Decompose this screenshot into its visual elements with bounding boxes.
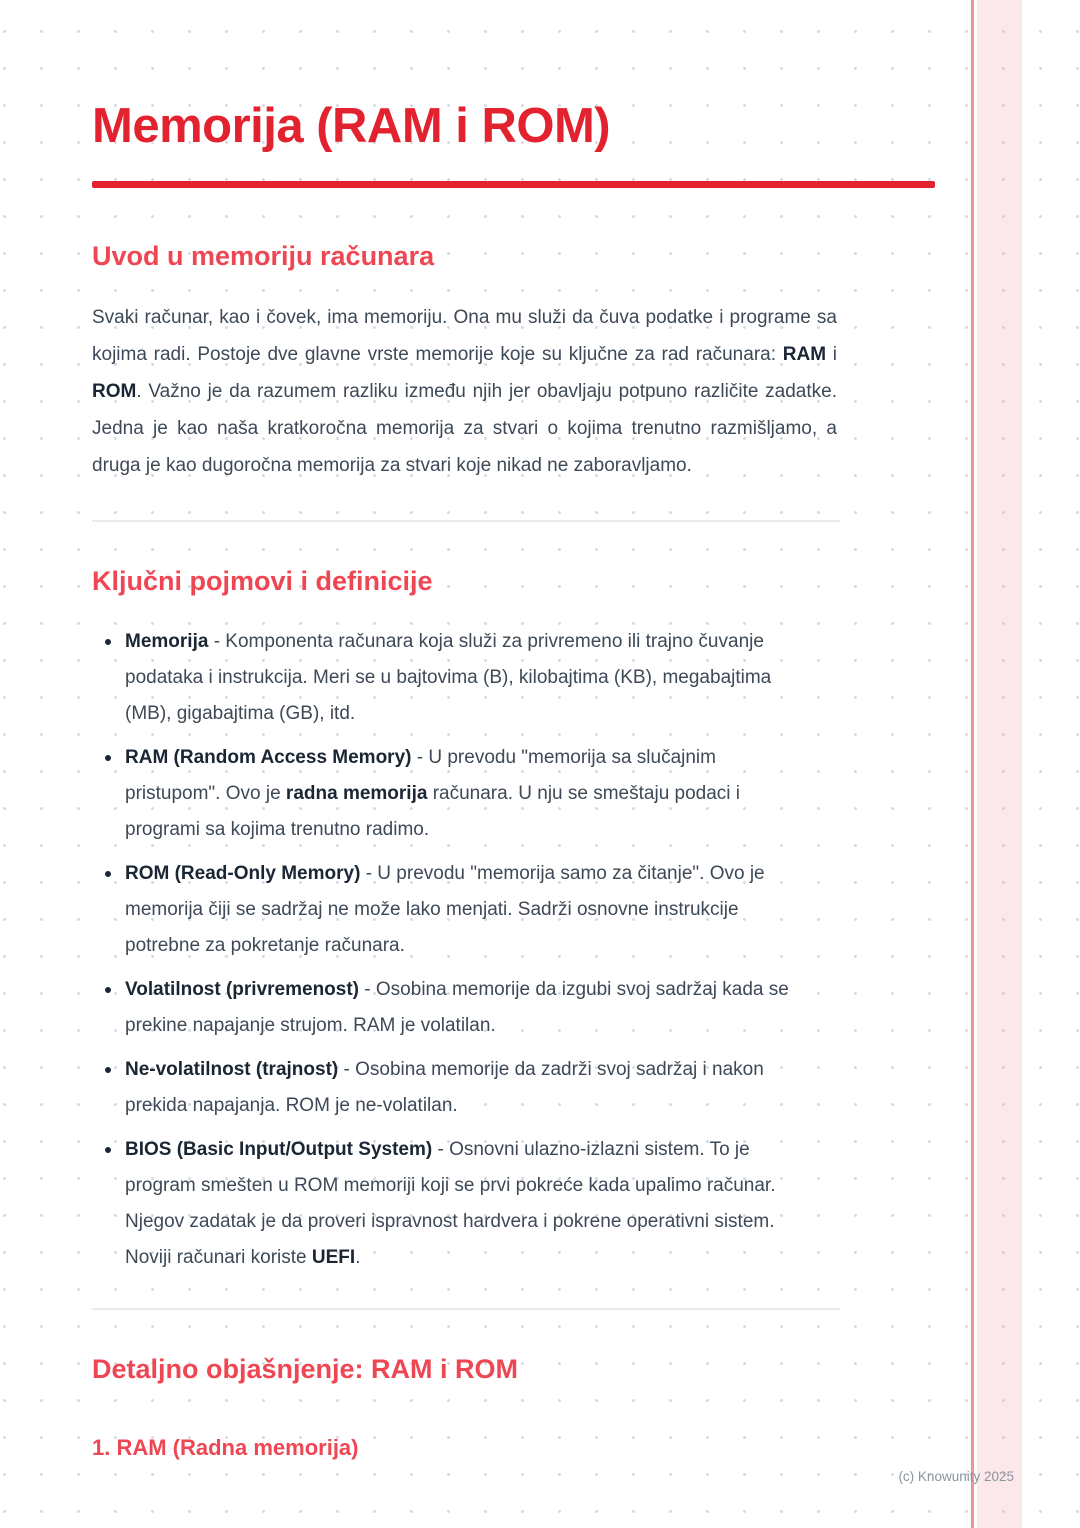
section-details bbox=[92, 1354, 837, 1461]
term-inline-bold: radna memorija bbox=[285, 782, 428, 804]
term-label: RAM (Random Access Memory) bbox=[125, 746, 412, 768]
key-terms-heading: Ključni pojmovi i definicije bbox=[92, 565, 433, 596]
term-definition: - Komponenta računara koja služi za privremeno ili trajno čuvanje podataka i instrukcija. Meri se u bajtovima (B), kilobajtima (KB), megabajtima (MB), gigabajtima (GB), itd. bbox=[125, 630, 772, 724]
title-underline-rule bbox=[92, 181, 935, 188]
section-divider bbox=[92, 1308, 840, 1310]
term-definition: - Osobina memorije da izgubi svoj sadržaj kada se prekine napajanje strujom. RAM je volatilan. bbox=[125, 978, 789, 1036]
list-item bbox=[92, 740, 812, 848]
term-label: Memorija bbox=[125, 630, 209, 652]
copyright-footer: (c) Knowunity 2025 bbox=[898, 1469, 1014, 1484]
intro-text: . Važno je da razumem razliku između njih jer obavljaju potpuno različite zadatke. Jedna je kao naša kratkoročna memorija za stvari o kojima trenutno razmišljamo, a druga je kao dugoročna memorija za stvari koje nikad ne zaboravljamo. bbox=[92, 380, 837, 476]
notebook-margin-stripe bbox=[977, 0, 1022, 1528]
term-label: BIOS (Basic Input/Output System) bbox=[125, 1138, 433, 1160]
details-heading: Detaljno objašnjenje: RAM i ROM bbox=[92, 1353, 519, 1384]
intro-bold-rom: ROM bbox=[92, 380, 137, 402]
term-inline-bold: UEFI bbox=[311, 1246, 356, 1268]
list-item bbox=[92, 1132, 812, 1276]
list-item bbox=[92, 1052, 812, 1124]
term-definition: - Osnovni ulazno-izlazni sistem. To je program smešten u ROM memoriji koji se prvi pokreće kada upalimo računar. Njegov zadatak je da proveri ispravnost hardvera i pokrene operativni sistem. Noviji računari koriste bbox=[125, 1138, 776, 1268]
section-key-terms bbox=[92, 566, 837, 1276]
page-title: Memorija (RAM i ROM) bbox=[92, 99, 611, 153]
list-item bbox=[92, 856, 812, 964]
intro-paragraph bbox=[92, 299, 837, 484]
term-label: Ne-volatilnost (trajnost) bbox=[125, 1058, 339, 1080]
list-item bbox=[92, 624, 812, 732]
list-item bbox=[92, 972, 812, 1044]
intro-text: Svaki računar, kao i čovek, ima memoriju. Ona mu služi da čuva podatke i programe sa kojima radi. Postoje dve glavne vrste memorije koje su ključne za rad računara: bbox=[92, 306, 837, 365]
term-definition: - U prevodu "memorija sa slučajnim pristupom". Ovo je bbox=[125, 746, 716, 804]
term-label: ROM (Read-Only Memory) bbox=[125, 862, 361, 884]
intro-heading: Uvod u memoriju računara bbox=[92, 240, 435, 271]
notebook-margin-line bbox=[971, 0, 974, 1528]
key-terms-list bbox=[92, 624, 812, 1276]
term-label: Volatilnost (privremenost) bbox=[125, 978, 360, 1000]
intro-bold-ram: RAM bbox=[782, 343, 827, 365]
term-definition: - Osobina memorije da zadrži svoj sadržaj i nakon prekida napajanja. ROM je ne-volatilan. bbox=[125, 1058, 764, 1116]
details-subsection-heading: 1. RAM (Radna memorija) bbox=[92, 1434, 359, 1460]
term-definition: . bbox=[355, 1246, 361, 1268]
section-intro bbox=[92, 241, 837, 484]
term-definition: - U prevodu "memorija samo za čitanje". Ovo je memorija čiji se sadržaj ne može lako menjati. Sadrži osnovne instrukcije potrebne za pokretanje računara. bbox=[125, 862, 765, 956]
intro-text: i bbox=[826, 343, 837, 365]
section-divider bbox=[92, 520, 840, 522]
term-definition: računara. U nju se smeštaju podaci i programi sa kojima trenutno radimo. bbox=[125, 782, 741, 840]
